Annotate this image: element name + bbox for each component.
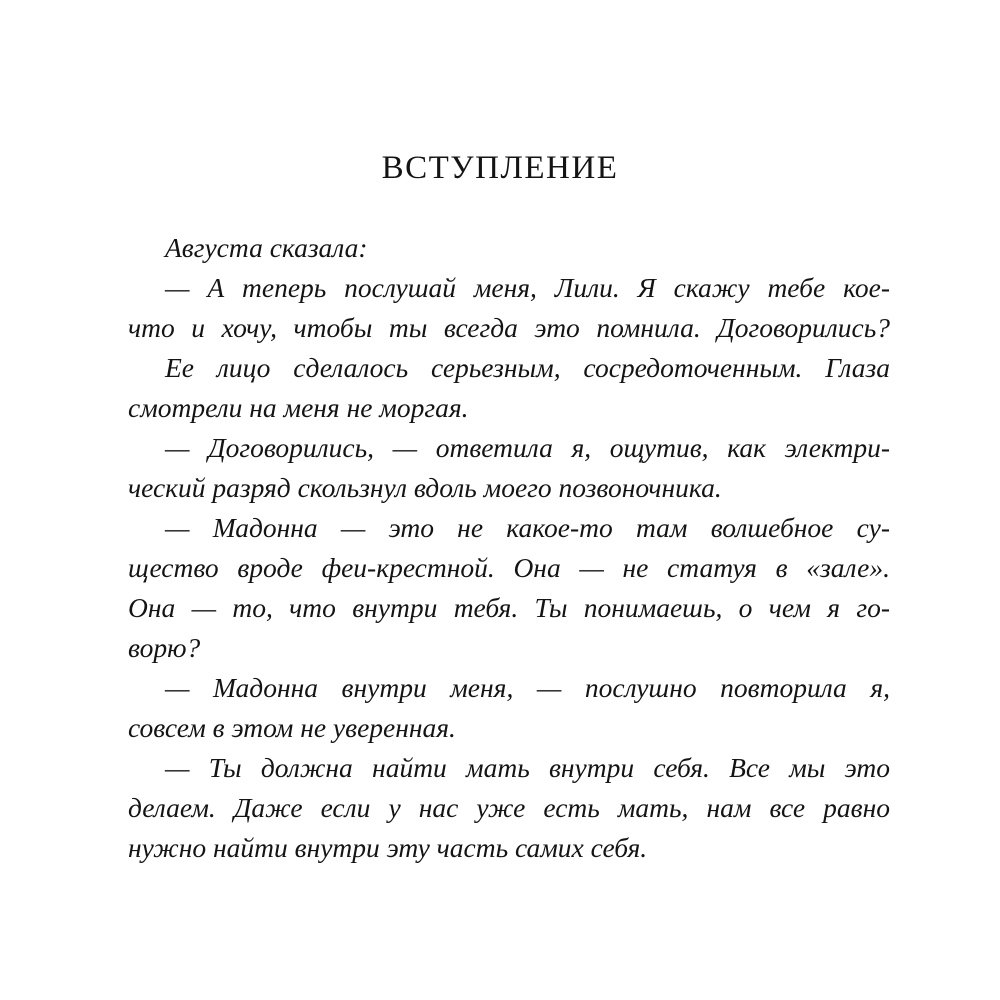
text-line: что и хочу, чтобы ты всегда это помнила. Договорились? bbox=[128, 312, 890, 343]
text-line: делаем. Даже если у нас уже есть мать, нам все равно bbox=[128, 792, 890, 823]
text-line: ворю? bbox=[128, 632, 201, 663]
chapter-title: ВСТУПЛЕНИЕ bbox=[381, 150, 619, 186]
text-line: — Мадонна — это не какое-то там волшебное су- bbox=[165, 512, 890, 543]
text-line: ческий разряд скользнул вдоль моего позвоночника. bbox=[128, 472, 722, 503]
text-line: — А теперь послушай меня, Лили. Я скажу тебе кое- bbox=[165, 272, 890, 303]
text-line: — Мадонна внутри меня, — послушно повторила я, bbox=[165, 672, 890, 703]
text-line: совсем в этом не уверенная. bbox=[128, 712, 456, 743]
text-line: смотрели на меня не моргая. bbox=[128, 392, 469, 423]
text-line: Августа сказала: bbox=[165, 232, 368, 263]
text-line: — Ты должна найти мать внутри себя. Все мы это bbox=[165, 752, 890, 783]
text-line: нужно найти внутри эту часть самих себя. bbox=[128, 832, 648, 863]
text-line: Ее лицо сделалось серьезным, сосредоточенным. Глаза bbox=[165, 352, 890, 383]
text-line: Она — то, что внутри тебя. Ты понимаешь, о чем я го- bbox=[128, 592, 890, 623]
text-line: щество вроде феи-крестной. Она — не статуя в «зале». bbox=[128, 552, 890, 583]
text-line: — Договорились, — ответила я, ощутив, как электри- bbox=[165, 432, 890, 463]
